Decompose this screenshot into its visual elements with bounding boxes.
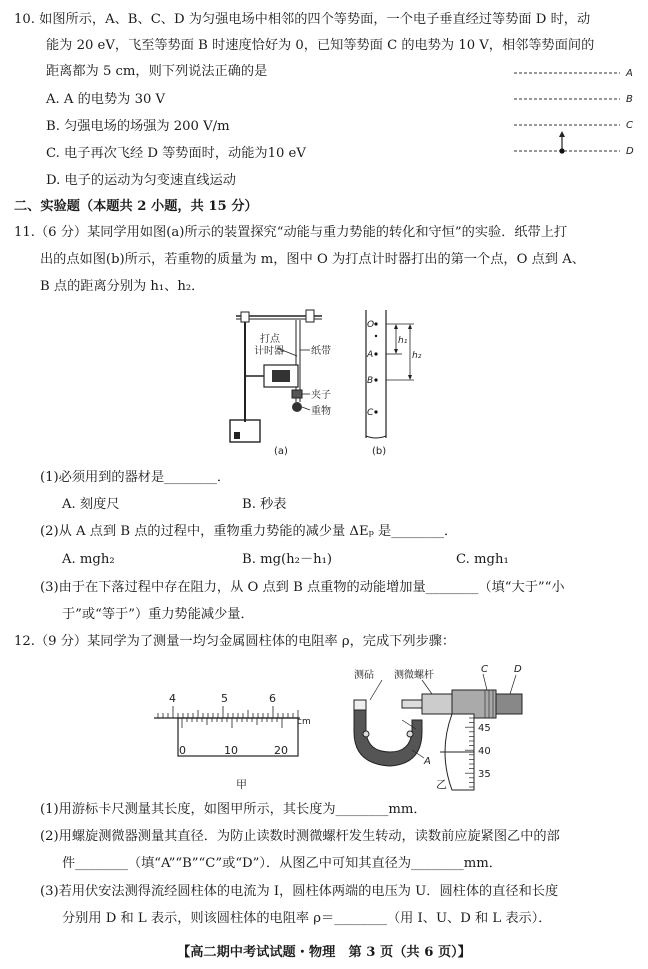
vernier-tick-20: 20 — [274, 744, 288, 757]
clip-icon — [292, 390, 302, 398]
scale-40: 40 — [478, 746, 491, 757]
q11-sub1-option-a: A. 刻度尺 — [62, 497, 120, 512]
unit-cm: cm — [297, 717, 311, 727]
timer-label-1: 打点 — [260, 334, 280, 345]
micrometer-frame — [354, 710, 422, 766]
apparatus-figure-a — [222, 304, 344, 456]
plane-label-b: B — [626, 94, 633, 105]
q11-sub3-line-1: (3)由于在下落过程中存在阻力，从 O 点到 B 点重物的动能增加量________（填“大于”“小 — [40, 580, 565, 595]
q10-line-1: 10. 如图所示，A、B、C、D 为匀强电场中相邻的四个等势面，一个电子垂直经过等势面 D 时，动 — [14, 12, 591, 27]
spindle-label: 测微螺杆 — [394, 670, 434, 681]
arrow-head-icon — [559, 131, 565, 137]
q10-line-3: 距离都为 5 cm，则下列说法正确的是 — [46, 64, 268, 79]
q11-line-1: 11.（6 分）某同学用如图(a)所示的装置探究“动能与重力势能的转化和守恒”的实验．纸带上打 — [14, 225, 568, 240]
label-h2: h₂ — [412, 351, 422, 361]
plane-label-d: D — [626, 146, 634, 157]
label-c: C — [367, 408, 374, 418]
fig-b-caption: (b) — [372, 446, 387, 457]
sleeve — [422, 694, 452, 714]
label-b: B — [367, 376, 374, 386]
electron-dot — [559, 148, 564, 153]
q10-option-c: C. 电子再次飞经 D 等势面时，动能为10 eV — [46, 146, 306, 161]
vernier-tick-10: 10 — [224, 744, 238, 757]
q11-sub3-line-2: 于”或“等于”）重力势能减少量． — [62, 607, 254, 622]
timer-label-2: 计时器 — [254, 346, 284, 357]
scale-45: 45 — [478, 723, 491, 734]
tape-figure-b — [356, 308, 436, 458]
label-a: A — [367, 350, 374, 360]
plane-label-c: C — [626, 120, 633, 131]
label-d: D — [514, 664, 522, 675]
main-tick-4: 4 — [169, 692, 176, 705]
page-footer: 【高二期中考试试题・物理 第 3 页（共 6 页）】 — [177, 945, 471, 960]
q11-sub2-option-c: C. mgh₁ — [456, 552, 509, 567]
micrometer-figure — [340, 660, 540, 792]
q11-sub2-option-a: A. mgh₂ — [62, 552, 115, 567]
ratchet-knob — [496, 694, 522, 714]
fig-jia-caption: 甲 — [236, 778, 247, 791]
fig-yi-caption: 乙 — [436, 778, 447, 791]
q12-sub2-line-1: (2)用螺旋测微器测量其直径．为防止读数时测微螺杆发生转动，读数前应旋紧图乙中的部 — [40, 829, 560, 844]
q11-sub1-option-b: B. 秒表 — [242, 497, 287, 512]
main-tick-5: 5 — [221, 692, 228, 705]
point-o — [374, 322, 377, 325]
point-c — [374, 410, 377, 413]
q10-option-a: A. A 的电势为 30 V — [46, 92, 166, 107]
point-b — [374, 378, 377, 381]
q11-sub2: (2)从 A 点到 B 点的过程中，重物重力势能的减少量 ΔEₚ 是________． — [40, 524, 458, 539]
weight-icon — [292, 402, 302, 412]
q12-sub3-line-1: (3)若用伏安法测得流经圆柱体的电流为 I，圆柱体两端的电压为 U．圆柱体的直径和长度 — [40, 884, 559, 899]
vernier-caliper-figure — [150, 688, 320, 792]
q12-sub1: (1)用游标卡尺测量其长度，如图甲所示，其长度为________mm． — [40, 802, 427, 817]
vernier-tick-0: 0 — [179, 744, 186, 757]
q10-option-b: B. 匀强电场的场强为 200 V/m — [46, 119, 230, 134]
label-o: O — [367, 320, 375, 330]
q12-sub3-line-2: 分别用 D 和 L 表示，则该圆柱体的电阻率 ρ＝________（用 I、U、D 和 L 表示）． — [62, 911, 552, 926]
equipotential-figure — [508, 60, 638, 160]
weight-label: 重物 — [311, 406, 331, 417]
clip-label: 夹子 — [311, 390, 331, 401]
q12-title: 12.（9 分）某同学为了测量一均匀金属圆柱体的电阻率 ρ，完成下列步骤： — [14, 634, 456, 649]
section-title: 二、实验题（本题共 2 小题，共 15 分） — [14, 199, 258, 214]
frame-bolt-2 — [407, 731, 413, 737]
q11-sub2-option-b: B. mg(h₂－h₁) — [242, 552, 333, 567]
point-a — [374, 352, 377, 355]
fig-a-caption: (a) — [274, 446, 288, 456]
q11-sub1: (1)必须用到的器材是________． — [40, 470, 231, 485]
scale-35: 35 — [478, 769, 491, 780]
anvil-label: 测砧 — [354, 670, 374, 681]
label-a: A — [424, 756, 431, 767]
tape-label: 纸带 — [311, 346, 331, 357]
q11-line-3: B 点的距离分别为 h₁、h₂． — [40, 279, 205, 294]
anvil — [354, 700, 366, 710]
q12-sub2-line-2: 件________（填“A”“B”“C”或“D”）．从图乙中可知其直径为________mm． — [62, 856, 502, 871]
q10-line-2: 能为 20 eV，飞至等势面 B 时速度恰好为 0，已知等势面 C 的电势为 10 V，相邻等势面间的 — [46, 38, 595, 53]
q10-option-d: D. 电子的运动为匀变速直线运动 — [46, 173, 236, 188]
main-tick-6: 6 — [269, 692, 276, 705]
label-h1: h₁ — [398, 336, 408, 346]
q11-line-2: 出的点如图(b)所示，若重物的质量为 m，图中 O 为打点计时器打出的第一个点，O 点到 A、 — [40, 252, 585, 267]
label-c: C — [481, 664, 488, 675]
plane-label-a: A — [626, 68, 633, 79]
frame-bolt-1 — [363, 731, 369, 737]
